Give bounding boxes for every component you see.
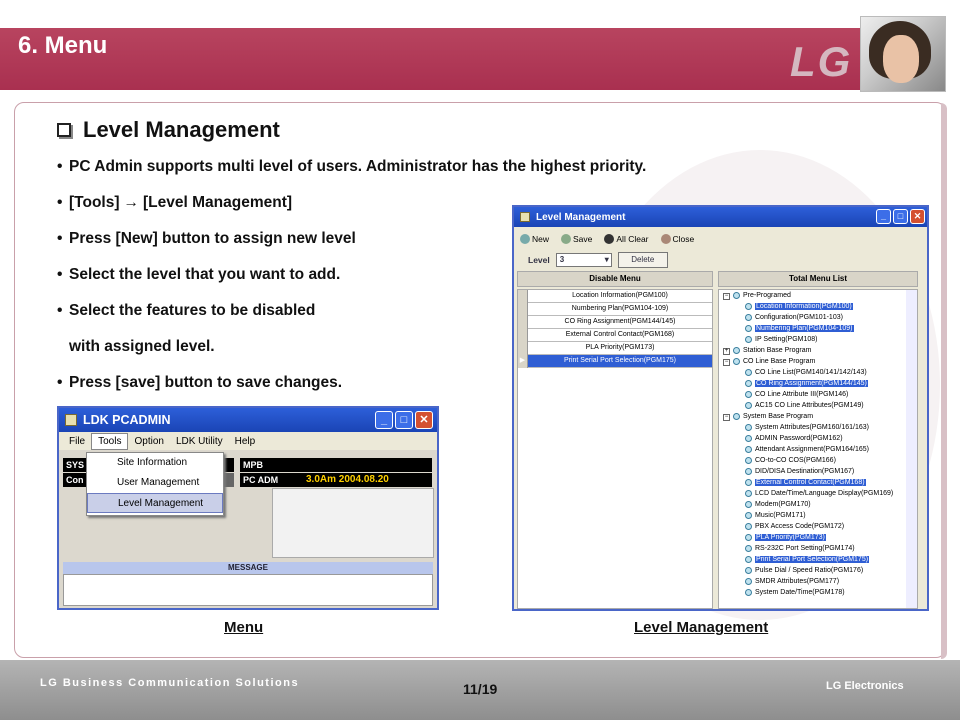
vertical-scrollbar[interactable] xyxy=(906,290,917,609)
level-management-window xyxy=(512,205,929,611)
content-panel xyxy=(272,488,434,558)
tree-item[interactable] xyxy=(719,455,917,466)
tree-node-icon xyxy=(745,435,752,442)
list-item[interactable] xyxy=(528,342,712,355)
menu-ldk-utility[interactable]: LDK Utility xyxy=(175,435,223,447)
list-item-label: CO Ring Assignment(PGM144/145) xyxy=(564,318,676,325)
tree-item-label: CO Line List(PGM140/141/142/143) xyxy=(755,369,867,376)
section-heading xyxy=(57,117,280,143)
level-titlebar xyxy=(514,207,927,227)
tree-node-icon xyxy=(745,556,752,563)
tree-group[interactable] xyxy=(719,411,917,422)
tree-node-icon xyxy=(745,545,752,552)
photo-face xyxy=(883,35,919,83)
bullet-text: Press [New] button to assign new level xyxy=(69,230,356,247)
menu-item-user-management[interactable]: User Management xyxy=(117,477,200,488)
tree-node-icon xyxy=(733,413,740,420)
message-header: MESSAGE xyxy=(63,562,433,574)
row-header xyxy=(518,342,528,355)
list-item[interactable] xyxy=(528,290,712,303)
save-button[interactable] xyxy=(561,234,592,245)
tree-item-label: SMDR Attributes(PGM177) xyxy=(755,578,840,585)
tree-node-icon xyxy=(733,347,740,354)
bullet-text: [Tools] xyxy=(69,194,120,211)
footer-brand: LG Electronics xyxy=(826,680,904,692)
caption-menu: Menu xyxy=(224,619,264,636)
status-led xyxy=(224,473,234,487)
tree-item-label: ADMIN Password(PGM162) xyxy=(755,435,843,442)
bullet-item: • [Tools] → [Level Management] xyxy=(57,194,293,211)
save-label: Save xyxy=(573,233,593,244)
lg-logo: LG xyxy=(790,38,853,85)
close-button[interactable] xyxy=(661,234,695,245)
row-header xyxy=(518,303,528,316)
tree-item-label: Modem(PGM170) xyxy=(755,501,811,508)
list-item-label: External Control Contact(PGM168) xyxy=(565,331,675,338)
window-title: LDK PCADMIN xyxy=(83,413,171,427)
tree-item-label: PBX Access Code(PGM172) xyxy=(755,523,845,530)
maximize-icon[interactable]: □ xyxy=(893,209,908,224)
tree-item[interactable] xyxy=(719,323,917,334)
tree-node-icon xyxy=(745,314,752,321)
bullet-text: PC Admin supports multi level of users. Administrator has the highest priority. xyxy=(69,158,647,175)
list-item[interactable] xyxy=(528,303,712,316)
menu-tools[interactable]: Tools xyxy=(91,433,128,450)
tree-node-icon xyxy=(733,292,740,299)
minimize-icon[interactable]: _ xyxy=(375,411,393,429)
window-title: Level Management xyxy=(536,211,626,223)
checkbox-bullet-icon xyxy=(57,123,71,137)
tree-item-label: IP Setting(PGM108) xyxy=(755,336,818,343)
footer-company: LG Business Communication Solutions xyxy=(40,677,300,689)
title-band xyxy=(0,28,865,90)
header-photo xyxy=(860,16,946,92)
tools-dropdown xyxy=(86,452,224,516)
tree-item[interactable] xyxy=(719,466,917,477)
tree-item-label: Pulse Dial / Speed Ratio(PGM176) xyxy=(755,567,864,574)
status-con: Con xyxy=(63,473,87,487)
list-item-label: Numbering Plan(PGM104-109) xyxy=(571,305,669,312)
status-blank xyxy=(300,458,432,472)
tree-item[interactable] xyxy=(719,565,917,576)
disable-menu-list xyxy=(517,289,713,609)
tree-node-icon xyxy=(745,468,752,475)
bullet-item: • Press [New] button to assign new level xyxy=(57,230,356,247)
tree-item[interactable] xyxy=(719,543,917,554)
tree-node-icon xyxy=(745,578,752,585)
new-label: New xyxy=(532,233,550,244)
tree-item-label: DID/DISA Destination(PGM167) xyxy=(755,468,855,475)
pcadmin-titlebar xyxy=(59,408,437,432)
level-select[interactable]: 3 ▾ xyxy=(556,253,612,267)
frame-edge xyxy=(941,103,947,659)
bullet-item: • Press [save] button to save changes. xyxy=(57,374,343,391)
list-item[interactable] xyxy=(528,316,712,329)
list-item-label: Print Serial Port Selection(PGM175) xyxy=(563,357,677,364)
tree-item[interactable] xyxy=(719,587,917,598)
tree-item[interactable] xyxy=(719,433,917,444)
menu-option[interactable]: Option xyxy=(134,435,164,447)
tree-item-label: RS-232C Port Setting(PGM174) xyxy=(755,545,855,552)
tree-item[interactable] xyxy=(719,367,917,378)
tree-node-icon xyxy=(745,523,752,530)
tree-item[interactable] xyxy=(719,444,917,455)
tree-node-icon xyxy=(745,501,752,508)
tree-node-icon xyxy=(745,457,752,464)
bullet-item: • Select the level that you want to add. xyxy=(57,266,341,283)
tree-group[interactable] xyxy=(719,345,917,356)
tree-item[interactable] xyxy=(719,477,917,488)
page-number: 11/19 xyxy=(463,681,498,697)
row-header xyxy=(518,329,528,342)
tree-node-icon xyxy=(745,534,752,541)
tree-item-label: System Base Program xyxy=(743,413,814,420)
tree-node-icon xyxy=(745,391,752,398)
maximize-icon[interactable]: □ xyxy=(395,411,413,429)
tree-item-label: Numbering Plan(PGM104-109) xyxy=(756,325,853,332)
disable-menu-header: Disable Menu xyxy=(517,271,713,287)
new-button[interactable] xyxy=(520,234,549,245)
lcd-display: 3.0Am 2004.08.20 xyxy=(300,473,432,487)
tree-node-icon xyxy=(745,567,752,574)
new-icon xyxy=(520,234,530,244)
tree-node-icon xyxy=(745,479,752,486)
bullet-text: Press [save] button to save changes. xyxy=(69,374,343,391)
tree-item[interactable] xyxy=(719,576,917,587)
tree-item[interactable] xyxy=(719,389,917,400)
tree-node-icon xyxy=(733,358,740,365)
tree-group[interactable] xyxy=(719,356,917,367)
bullet-text: Select the level that you want to add. xyxy=(69,266,341,283)
bullet-text: [Level Management] xyxy=(143,194,293,211)
menu-help[interactable]: Help xyxy=(234,435,256,447)
list-item[interactable] xyxy=(528,329,712,342)
tree-item-label: CO Line Base Program xyxy=(743,358,816,365)
tree-item[interactable] xyxy=(719,499,917,510)
bullet-item: • PC Admin supports multi level of users. Administrator has the highest priority. xyxy=(57,158,647,175)
tree-item[interactable] xyxy=(719,334,917,345)
slide-title: 6. Menu xyxy=(18,32,108,59)
tree-item[interactable] xyxy=(719,554,917,565)
row-header xyxy=(518,316,528,329)
tree-item[interactable] xyxy=(719,532,917,543)
close-icon[interactable]: ✕ xyxy=(910,209,925,224)
caption-level-management: Level Management xyxy=(634,619,769,636)
list-item-selected[interactable] xyxy=(519,355,712,368)
all-clear-label: All Clear xyxy=(616,233,649,244)
tree-item-label: AC15 CO Line Attributes(PGM149) xyxy=(755,402,864,409)
right-arrow-icon: → xyxy=(123,194,140,211)
app-icon xyxy=(520,212,530,222)
clear-icon xyxy=(604,234,614,244)
expand-toggle-icon[interactable]: + xyxy=(724,348,729,354)
tree-item-label: Location Information(PGM100) xyxy=(756,303,852,310)
bullet-item: • Select the features to be disabled xyxy=(57,302,316,319)
close-icon[interactable]: ✕ xyxy=(415,411,433,429)
section-heading-text: Level Management xyxy=(83,117,280,142)
bullet-text: Select the features to be disabled xyxy=(69,302,316,319)
tree-node-icon xyxy=(745,380,752,387)
tree-item-label: Music(PGM171) xyxy=(755,512,806,519)
tree-item[interactable] xyxy=(719,400,917,411)
level-toolbar xyxy=(514,229,927,249)
close-label: Close xyxy=(672,233,695,244)
tree-item-label: System Attributes(PGM160/161/163) xyxy=(755,424,869,431)
tree-node-icon xyxy=(745,424,752,431)
tree-item-label: CO-to-CO COS(PGM166) xyxy=(755,457,836,464)
tree-item-label: System Date/Time(PGM178) xyxy=(755,589,845,596)
tree-node-icon xyxy=(745,303,752,310)
tree-node-icon xyxy=(745,589,752,596)
status-sys: SYS xyxy=(63,458,87,472)
tree-node-icon xyxy=(745,512,752,519)
tree-item-label: Configuration(PGM101-103) xyxy=(755,314,843,321)
status-led xyxy=(224,458,234,472)
tree-node-icon xyxy=(745,490,752,497)
tree-node-icon xyxy=(745,336,752,343)
menubar xyxy=(59,432,437,450)
tree-item-label: LCD Date/Time/Language Display(PGM169) xyxy=(755,490,894,497)
delete-button[interactable]: Delete xyxy=(618,252,668,268)
row-header xyxy=(518,290,528,303)
tree-item-label: CO Ring Assignment(PGM144/145) xyxy=(756,380,867,387)
level-row xyxy=(528,252,668,268)
tree-item-label: Attendant Assignment(PGM164/165) xyxy=(755,446,870,453)
tree-item[interactable] xyxy=(719,301,917,312)
expand-toggle-icon[interactable]: − xyxy=(724,414,729,420)
tree-item[interactable] xyxy=(719,378,917,389)
row-pointer-icon: ▶ xyxy=(518,355,528,368)
menu-item-level-management[interactable]: Level Management xyxy=(87,493,223,513)
close-icon xyxy=(661,234,671,244)
tree-item-label: PLA Priority(PGM173) xyxy=(756,534,825,541)
menu-file[interactable]: File xyxy=(69,435,86,447)
all-clear-button[interactable] xyxy=(604,234,648,245)
bullet-text: with assigned level. xyxy=(69,338,215,355)
tree-group[interactable] xyxy=(719,290,917,301)
tree-item[interactable] xyxy=(719,312,917,323)
tree-item-label: Print Serial Port Selection(PGM175) xyxy=(756,556,869,563)
tree-item-label: Pre-Programed xyxy=(743,292,791,299)
tree-item[interactable] xyxy=(719,510,917,521)
tree-node-icon xyxy=(745,325,752,332)
tree-item[interactable] xyxy=(719,521,917,532)
menu-item-site-information[interactable]: Site Information xyxy=(117,457,188,468)
tree-item[interactable] xyxy=(719,488,917,499)
level-label: Level xyxy=(528,255,550,265)
tree-item-label: Station Base Program xyxy=(743,347,812,354)
save-icon xyxy=(561,234,571,244)
list-item-label: PLA Priority(PGM173) xyxy=(585,344,655,351)
tree-item[interactable] xyxy=(719,422,917,433)
total-menu-header: Total Menu List xyxy=(718,271,918,287)
total-menu-tree xyxy=(718,289,918,609)
minimize-icon[interactable]: _ xyxy=(876,209,891,224)
tree-node-icon xyxy=(745,446,752,453)
tree-node-icon xyxy=(745,369,752,376)
tree-item-label: External Control Contact(PGM168) xyxy=(756,479,865,486)
list-item-label: Location Information(PGM100) xyxy=(572,292,668,299)
app-icon xyxy=(65,414,77,426)
tree-item-label: CO Line Attribute III(PGM146) xyxy=(755,391,849,398)
status-pcadm: PC ADM xyxy=(240,473,300,487)
status-mpb: MPB xyxy=(240,458,300,472)
expand-toggle-icon[interactable]: − xyxy=(724,293,729,299)
message-area xyxy=(63,574,433,606)
expand-toggle-icon[interactable]: − xyxy=(724,359,729,365)
tree-node-icon xyxy=(745,402,752,409)
